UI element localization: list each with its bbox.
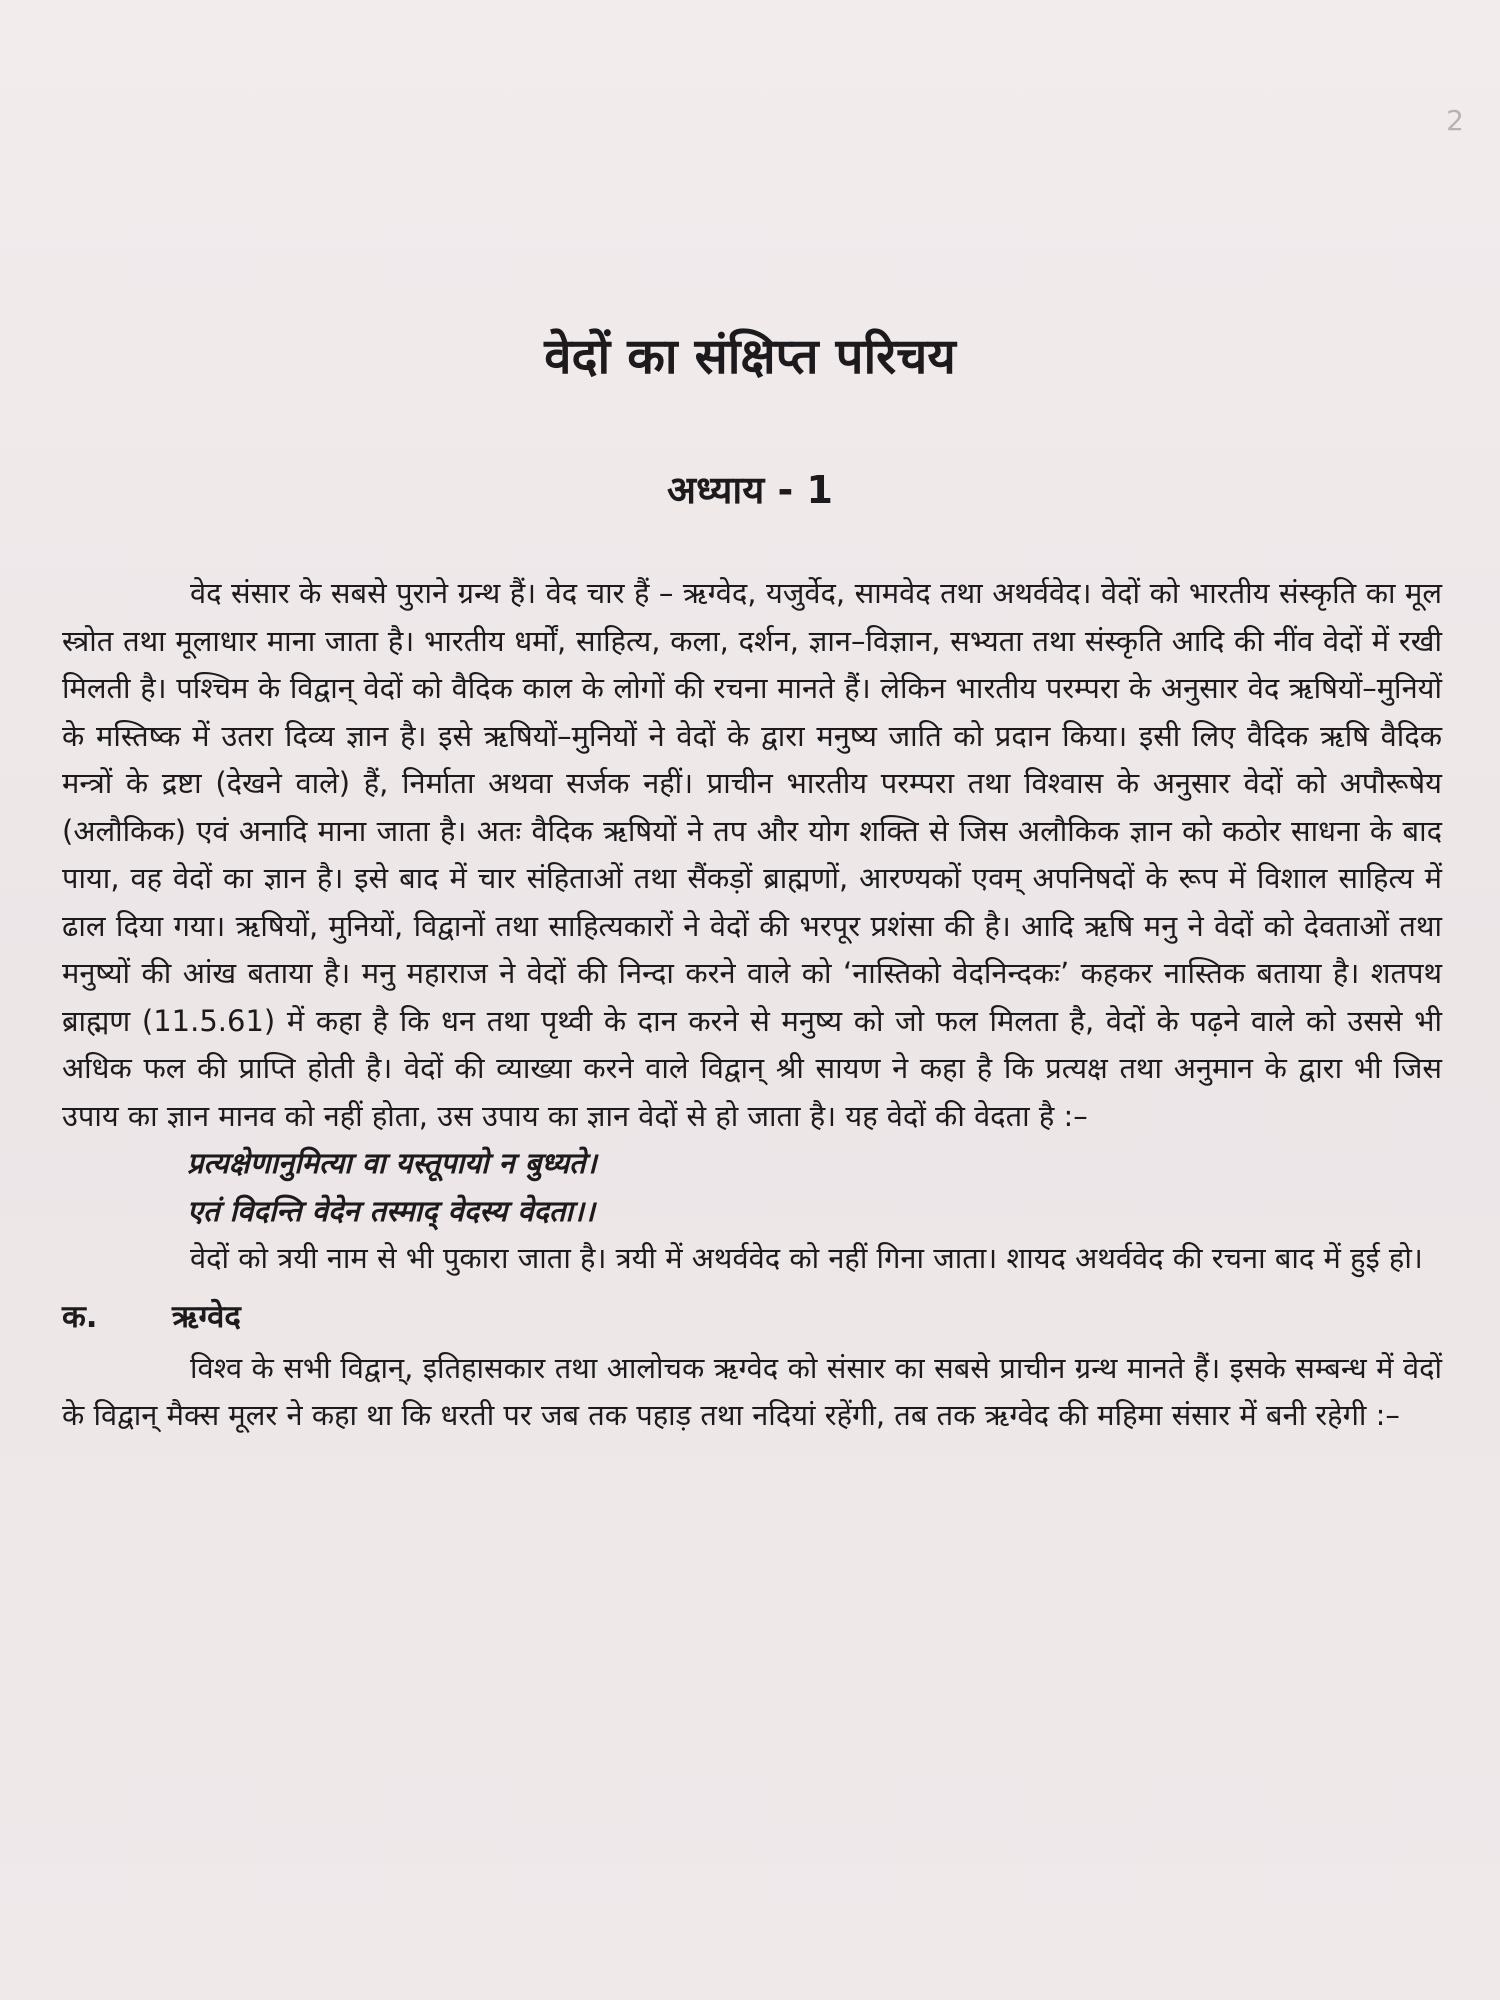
- document-body: [62, 570, 1442, 1440]
- section-title: ऋग्वेद: [172, 1298, 241, 1335]
- chapter-heading: अध्याय - 1: [667, 468, 833, 512]
- section-heading-rigveda: [62, 1289, 1442, 1345]
- rigveda-paragraph: विश्व के सभी विद्वान्, इतिहासकार तथा आलोचक ऋग्वेद को संसार का सबसे प्राचीन ग्रन्थ मानते हैं। इसके सम्बन्ध में वेदों के विद्वान् मैक्स मूलर ने कहा था कि धरती पर जब तक पहाड़ तथा नदियां रहेंगी, तब तक ऋग्वेद की महिमा संसार में बनी रहेगी :–: [62, 1350, 1442, 1432]
- trayi-paragraph: वेदों को त्रयी नाम से भी पुकारा जाता है। त्रयी में अथर्ववेद को नहीं गिना जाता। शायद अथर्ववेद की रचना बाद में हुई हो।: [190, 1241, 1423, 1275]
- verse-block: [62, 1140, 1442, 1235]
- section-number: क.: [62, 1298, 98, 1335]
- intro-paragraph: वेद संसार के सबसे पुराने ग्रन्थ हैं। वेद चार हैं – ऋग्वेद, यजुर्वेद, सामवेद तथा अथर्ववेद। वेदों को भारतीय संस्कृति का मूल स्त्रोत तथा मूलाधार माना जाता है। भारतीय धर्मों, साहित्य, कला, दर्शन, ज्ञान–विज्ञान, सभ्यता तथा संस्कृति आदि की नींव वेदों में रखी मिलती है। पश्चिम के विद्वान् वेदों को वैदिक काल के लोगों की रचना मानते हैं। लेकिन भारतीय परम्परा के अनुसार वेद ऋषियों–मुनियों के मस्तिष्क में उतरा दिव्य ज्ञान है। इसे ऋषियों–मुनियों ने वेदों के द्वारा मनुष्य जाति को प्रदान किया। इसी लिए वैदिक ऋषि वैदिक मन्त्रों के द्रष्टा (देखने वाले) हैं, निर्माता अथवा सर्जक नहीं। प्राचीन भारतीय परम्परा तथा विश्वास के अनुसार वेदों को अपौरूषेय (अलौकिक) एवं अनादि माना जाता है। अतः वैदिक ऋषियों ने तप और योग शक्ति से जिस अलौकिक ज्ञान को कठोर साधना के बाद पाया, वह वेदों का ज्ञान है। इसे बाद में चार संहिताओं तथा सैंकड़ों ब्राह्मणों, आरण्यकों एवम् अपनिषदों के रूप में विशाल साहित्य में ढाल दिया गया। ऋषियों, मुनियों, विद्वानों तथा साहित्यकारों ने वेदों की भरपूर प्रशंसा की है। आदि ऋषि मनु ने वेदों को देवताओं तथा मनुष्यों की आंख बताया है। मनु महाराज ने वेदों की निन्दा करने वाले को ‘नास्तिको वेदनिन्दकः’ कहकर नास्तिक बताया है। शतपथ ब्राह्मण (11.5.61) में कहा है कि धन तथा पृथ्वी के दान करने से मनुष्य को जो फल मिलता है, वेदों के पढ़ने वाले को उससे भी अधिक फल की प्राप्ति होती है। वेदों की व्याख्या करने वाले विद्वान् श्री सायण ने कहा है कि प्रत्यक्ष तथा अनुमान के द्वारा भी जिस उपाय का ज्ञान मानव को नहीं होता, उस उपाय का ज्ञान वेदों से हो जाता है। यह वेदों की वेदता है :–: [62, 576, 1442, 1133]
- verse-line: एतं विदन्ति वेदेन तस्माद् वेदस्य वेदता।।: [187, 1193, 595, 1228]
- page-number: 2: [1446, 104, 1464, 137]
- page-title: वेदों का संक्षिप्त परिचय: [544, 328, 956, 385]
- verse-line: प्रत्यक्षेणानुमित्या वा यस्तूपायो न बुध्यते।: [187, 1146, 597, 1180]
